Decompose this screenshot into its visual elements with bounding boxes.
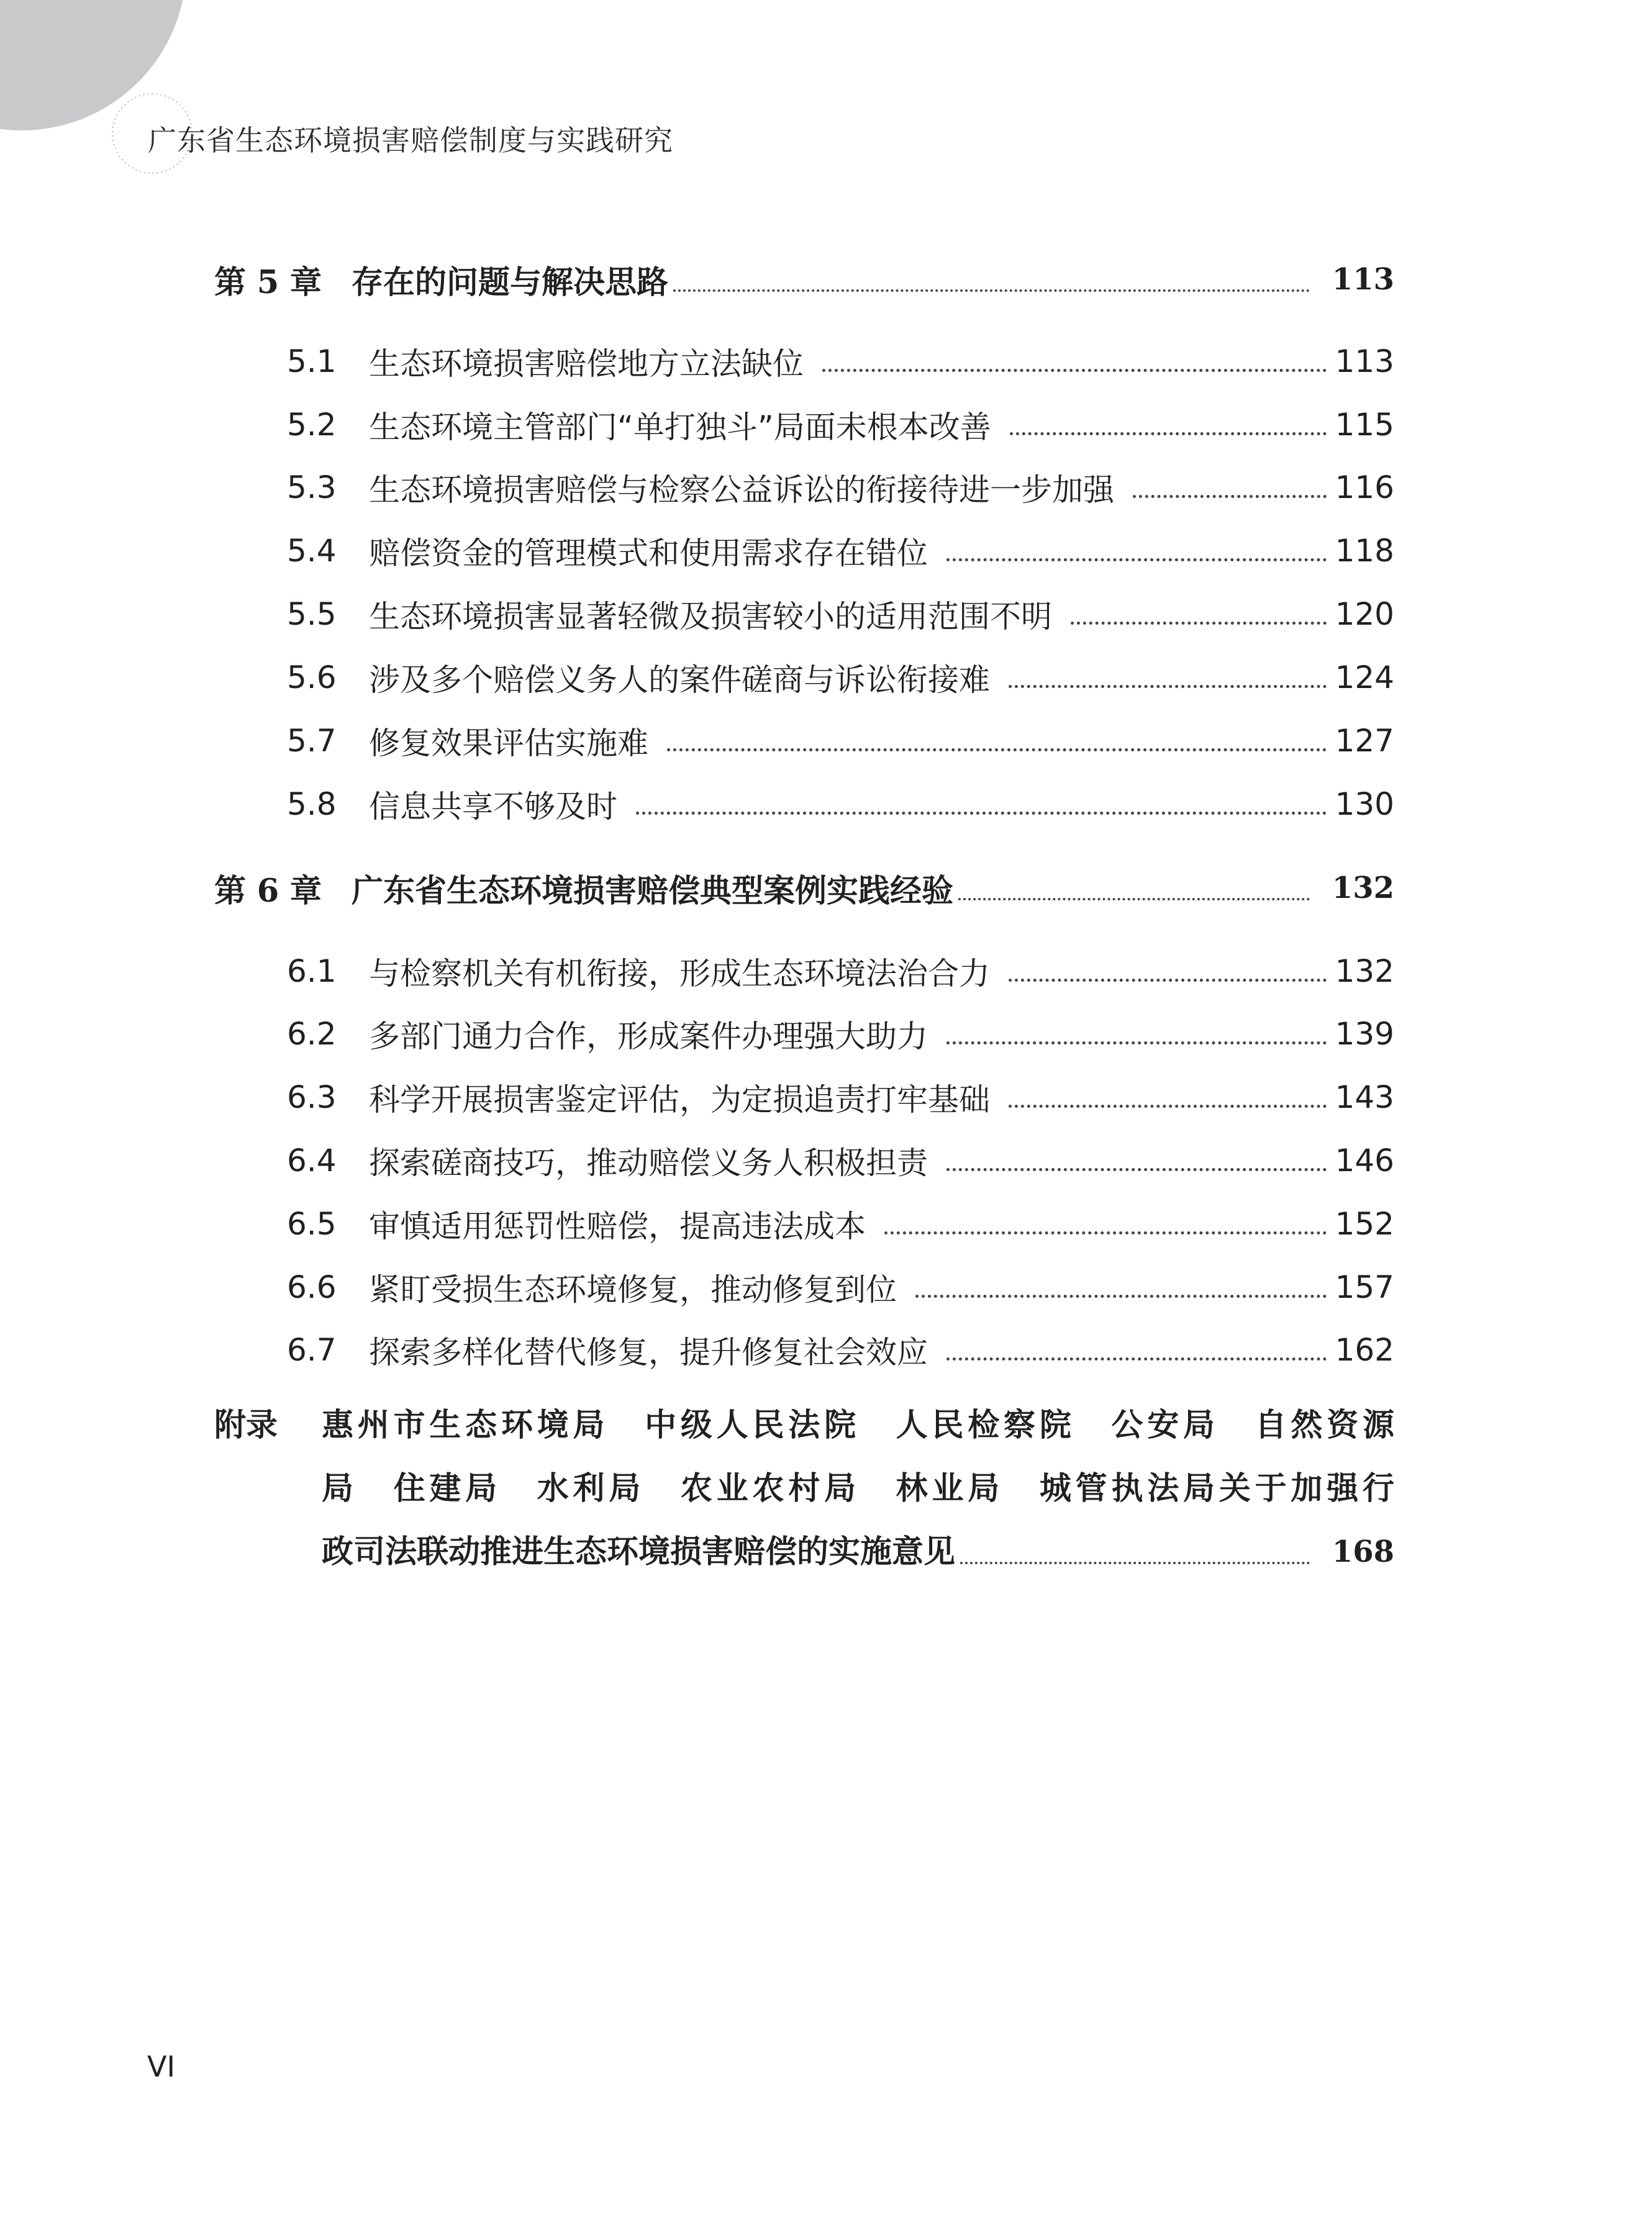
dot-leader [958,886,1310,900]
section-page: 115 [1335,407,1394,443]
section-title: 审慎适用惩罚性赔偿，提高违法成本 [369,1208,866,1244]
dot-leader [673,277,1310,292]
section-title: 生态环境损害赔偿与检察公益诉讼的衔接待进一步加强 [369,472,1114,508]
section-page: 152 [1335,1206,1394,1242]
toc-chapter-5[interactable] [214,260,1394,299]
dot-leader [1133,482,1327,498]
section-number: 6.2 [287,1016,337,1052]
toc-section-6-7[interactable] [287,1331,1394,1369]
section-title: 生态环境主管部门“单打独斗”局面未根本改善 [369,409,991,445]
section-number: 6.4 [287,1143,337,1179]
dot-leader [636,799,1327,815]
section-page: 132 [1335,953,1394,989]
section-number: 6.1 [287,953,337,989]
dot-leader [1071,609,1327,625]
chapter-title: 存在的问题与解决思路 [352,264,669,301]
section-number: 5.2 [287,407,337,443]
dot-leader [960,1549,1310,1564]
toc-section-5-4[interactable] [287,532,1394,570]
dot-leader [946,1345,1327,1361]
appendix-page: 168 [1332,1534,1394,1569]
toc-section-5-1[interactable] [287,342,1394,381]
dot-leader [884,1219,1327,1234]
section-title: 生态环境损害显著轻微及损害较小的适用范围不明 [369,599,1052,635]
toc-section-5-6[interactable] [287,658,1394,697]
dot-leader [1009,1092,1327,1108]
page-folio: VI [147,2050,176,2083]
dot-leader [946,546,1327,561]
section-title: 探索多样化替代修复，提升修复社会效应 [369,1334,928,1370]
section-title: 与检察机关有机衔接，形成生态环境法治合力 [369,956,990,992]
section-title: 紧盯受损生态环境修复，推动修复到位 [369,1272,897,1308]
section-number: 6.3 [287,1079,337,1115]
toc-section-5-7[interactable] [287,722,1394,760]
appendix-label: 附录 [214,1406,278,1444]
section-title: 修复效果评估实施难 [369,725,648,761]
toc-section-6-3[interactable] [287,1078,1394,1117]
section-page: 130 [1335,786,1394,822]
section-page: 157 [1335,1269,1394,1305]
chapter-page: 113 [1332,262,1394,297]
section-number: 6.7 [287,1332,337,1368]
dot-leader [1009,966,1327,982]
section-number: 6.5 [287,1206,337,1242]
toc-section-5-8[interactable] [287,785,1394,823]
dot-leader [946,1029,1327,1044]
toc-appendix[interactable] [322,1532,1394,1572]
toc-section-6-6[interactable] [287,1268,1394,1307]
dot-leader [946,1156,1327,1171]
appendix-title-line-1[interactable]: 惠州市生态环境局 中级人民法院 人民检察院 公安局 自然资源 [322,1406,1394,1444]
toc-chapter-6[interactable] [214,868,1394,908]
section-number: 5.8 [287,786,337,822]
chapter-title: 广东省生态环境损害赔偿典型案例实践经验 [352,872,954,910]
appendix-title-line-2[interactable]: 局 住建局 水利局 农业农村局 林业局 城管执法局关于加强行 [322,1470,1394,1507]
section-number: 5.6 [287,659,337,695]
section-number: 5.7 [287,723,337,759]
dot-leader [1009,673,1327,688]
appendix-title-line-3: 政司法联动推进生态环境损害赔偿的实施意见 [322,1533,956,1570]
toc-section-6-5[interactable] [287,1205,1394,1243]
toc-section-6-1[interactable] [287,952,1394,990]
section-page: 127 [1335,723,1394,759]
section-number: 5.3 [287,469,337,505]
section-page: 118 [1335,533,1394,569]
toc-section-5-2[interactable] [287,405,1394,444]
section-title: 多部门通力合作，形成案件办理强大助力 [369,1018,928,1054]
dot-leader [915,1282,1327,1298]
section-page: 113 [1335,343,1394,379]
dot-leader [667,736,1327,751]
section-page: 139 [1335,1016,1394,1052]
section-number: 5.5 [287,596,337,632]
section-number: 5.4 [287,533,337,569]
section-number: 6.6 [287,1269,337,1305]
section-title: 科学开展损害鉴定评估，为定损追责打牢基础 [369,1082,990,1118]
dot-leader [1010,420,1327,435]
section-page: 116 [1335,469,1394,505]
section-page: 143 [1335,1079,1394,1115]
dot-leader [822,356,1327,372]
toc-section-5-5[interactable] [287,595,1394,633]
toc-section-6-2[interactable] [287,1015,1394,1053]
toc-section-5-3[interactable] [287,468,1394,507]
section-number: 5.1 [287,343,337,379]
running-header: 广东省生态环境损害赔偿制度与实践研究 [148,124,673,157]
chapter-number: 第 5 章 [214,264,322,301]
section-page: 146 [1335,1143,1394,1179]
section-page: 124 [1335,659,1394,695]
chapter-number: 第 6 章 [214,872,322,910]
section-title: 涉及多个赔偿义务人的案件磋商与诉讼衔接难 [369,662,990,698]
section-title: 探索磋商技巧，推动赔偿义务人积极担责 [369,1145,928,1181]
section-title: 信息共享不够及时 [369,789,617,825]
chapter-page: 132 [1332,871,1394,905]
toc-section-6-4[interactable] [287,1141,1394,1180]
section-title: 生态环境损害赔偿地方立法缺位 [369,346,804,382]
section-page: 120 [1335,596,1394,632]
section-page: 162 [1335,1332,1394,1368]
section-title: 赔偿资金的管理模式和使用需求存在错位 [369,535,928,571]
